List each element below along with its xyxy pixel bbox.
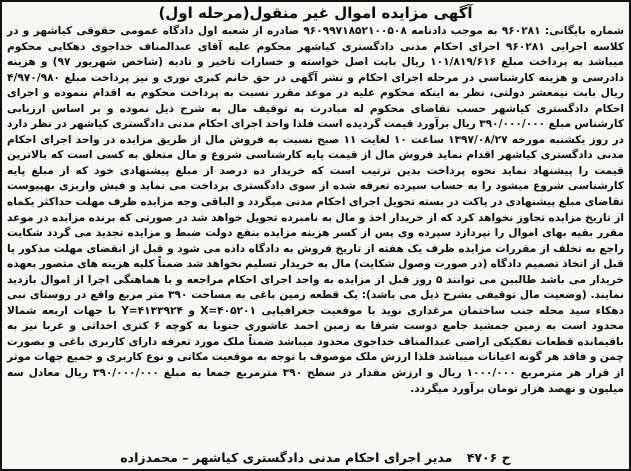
notice-title: آگهی مزایده اموال غیر منقول(مرحله اول): [158, 4, 473, 22]
notice-body: [7, 24, 624, 397]
notice-body-text: شماره بایگانی: ۹۶۰۲۸۱ به موجب دادنامه ۹۶۰۹۹۷۱۸۵۲۱۰۰۵۰۸ صادره از شعبه اول دادگاه عمومی حقوقی کیاشهر و در کلاسه اجرایی ۹۶۰۲۸۱ اجرای احکام مدنی دادگستری کیاشهر محکوم علیه آقای عبدالمناف خداجوی دهکایی محکوم میباشد به پرداخت مبلغ ۱۰۱/۸۱۹/۶۱۶ ریال بابت اصل خواسته و خسارات تاخیر و تادیه (شاخص شهریور ۹۷) و هزینه دادرسی و هزینه کارشناسی در مرحله اجرای احکام و نشر آگهی در حق خانم کبری نوری و نیز پرداخت مبلغ ۴/۹۷۰/۹۸۰ ریال بابت نیمعشر دولتی، نظر به اینکه محکوم علیه در موعد مقرر نسبت به پرداخت محکوم به اقدام ننموده و اجرای احکام دادگستری کیاشهر حسب تقاضای محکوم له مبادرت به توقیف مال به شرح ذیل نموده و بر اساس ارزیابی کارشناس مبلغ ۳۹۰/۰۰۰/۰۰۰ ریال برآورد قیمت گردیده است فلذا واحد اجرای احکام مدنی دادگستری کیاشهر در نظر دارد در روز یکشنبه مورخه ۱۳۹۷/۰۸/۲۷ ساعت ۱۰ لغایت ۱۱ صبح نسبت به فروش مال از طریق مزایده در واحد اجرای احکام مدنی دادگستری کیاشهر اقدام نماید فروش مال از قیمت پایه کارشناسی شروع و مال متعلق به کسی است که بالاترین قیمت را پیشنهاد نماید نحوه پرداخت بدین ترتیب است که خریدار ده درصد از مبلغ پیشنهادی خود که از مبلغ پایه کارشناسی شروع میشود را به حساب سپرده تعرفه شده از سوی دادگستری پرداخت می نماید و فیش واریزی بهپیوست تقاضای مبلغ پیشنهادی در پاکت در بسته تحویل اجرای احکام مدنی میگردد و الباقی وجه مزایده ظرف مهلت حداکثر یکماه از تاریخ مزایده تجاوز نخواهد کرد که از خریدار اخذ و مال به نامبرده تحویل خواهد شد در صورتی که برنده مزایده در موعد مقرر بقیه بهای اموال را نپردازد سپرده وی پس از کسر هزینه مزایده بنفع دولت ضبط و مزایده تجدید می گردد شکایت راجع به تخلف از مقررات مزایده ظرف یک هفته از تاریخ فروش به دادگاه داده می شود و قبل از انقضای مهلت مذکور یا قبل از اتخاذ تصمیم دادگاه (در صورت وصول شکایت) مال به خریدار تسلیم نخواهد شد ضمناً کلیه هزینه های متصور بعهده خریدار می باشد طالبین می توانند ۵ روز قبل از مزایده به واحد اجرای احکام مراجعه و با هماهنگی اجرا از اموال بازدید نمایند. (وضعیت مال توقیفی بشرح ذیل می باشد): یک قطعه زمین باغی به مساحت ۳۹۰ متر مربع واقع در روستای نبی دهکاء سید محله جنب ساختمان مرغداری نوید با موقعیت جغرافیایی ۴۰۵۲۰۱=X و ۴۱۳۳۹۲۴=Y با جهات اربعه شمالا محدود است به زمین جمشید جامع دوست شرقا به زمین احمد عاشوری جنوبا به کوچه ۶ کتری احداثی و غربا نیز به باقیمانده قطعات تفکیکی اراضی عبدالمناف خداجوی محدود میباشد ضمناً ملک مورد تعرفه دارای کاربری باغی و بصورت چمن و فاقد هر گونه اعیانات میباشد فلذا ارزش ملک موصوف با توجه به موقعیت مکانی و نوع کاربری و جمیع جهات موثر از قرار هر مترمربع ۱۰۰۰/۰۰۰ ریال و ارزش مقدار در سطح ۳۹۰ مترمربع جمعا به مبلغ ۳۹۰/۰۰۰/۰۰۰ ریال معادل سه میلیون و نهصد هزار تومان برآورد میگردد.: [7, 25, 625, 395]
notice-footer: [2, 450, 629, 466]
notice-signature: مدیر اجرای احکام مدنی دادگستری کیاشهر – محمدزاده: [120, 450, 453, 465]
notice-code: ح ۴۷۰۶: [466, 450, 511, 465]
